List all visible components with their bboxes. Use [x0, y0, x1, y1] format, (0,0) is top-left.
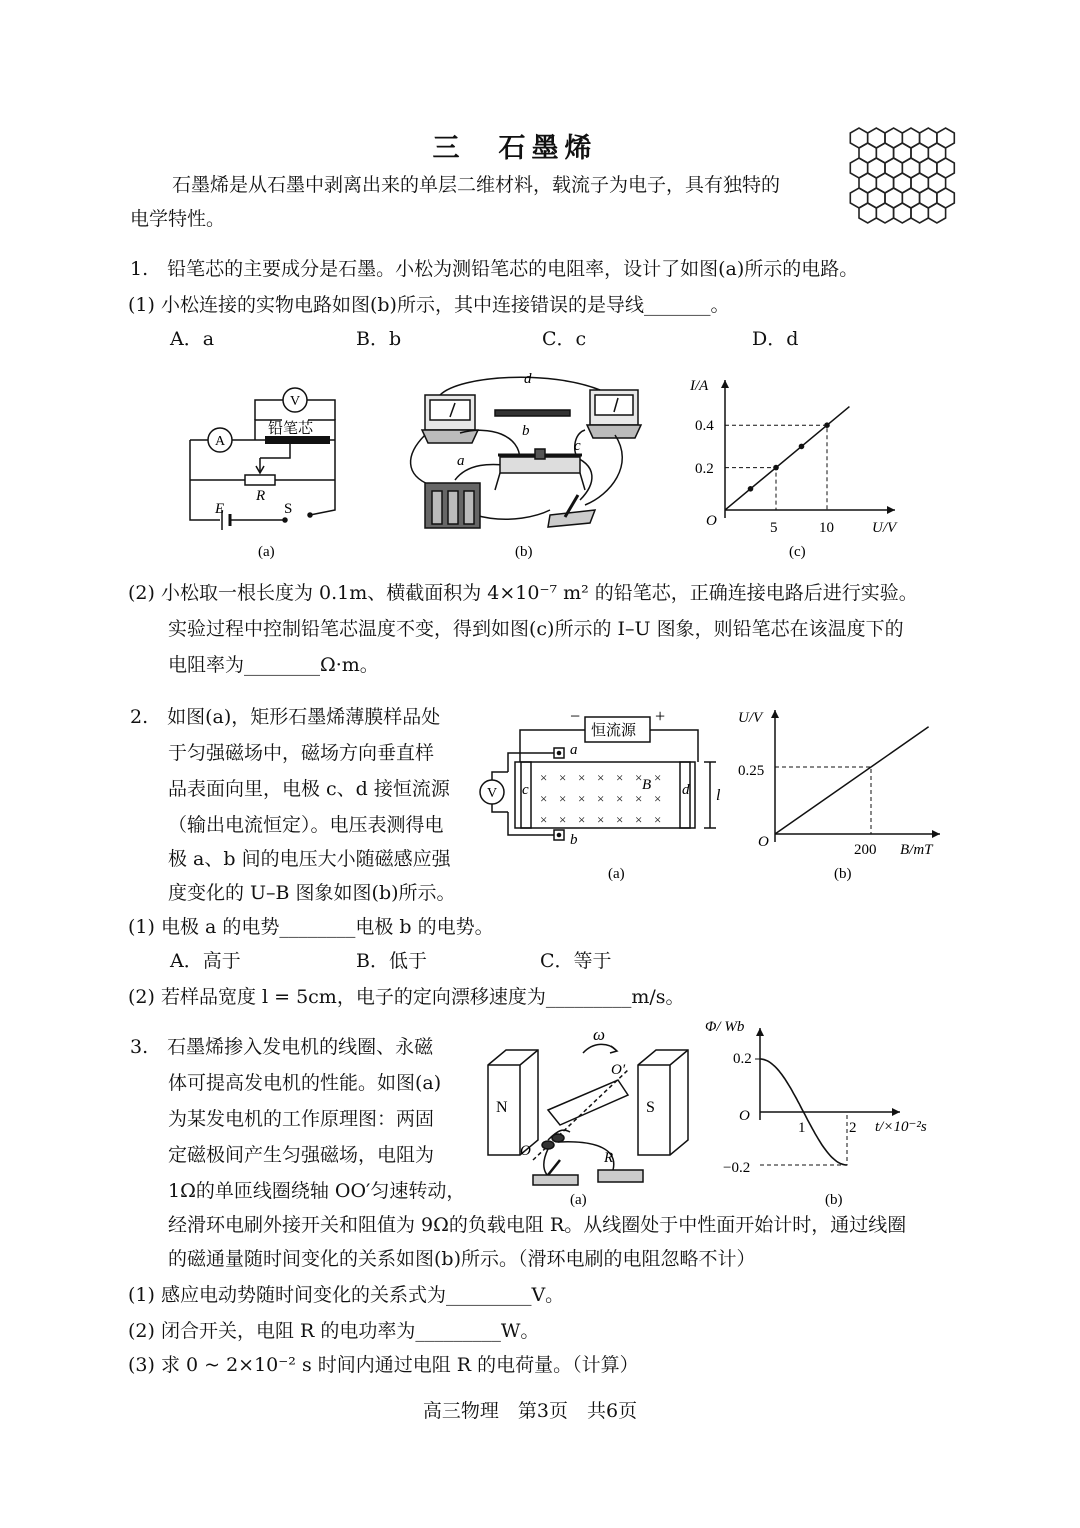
q3-part1: (1) 感应电动势随时间变化的关系式为_________V。	[128, 1284, 565, 1306]
fig-b-xlabel: B/mT	[900, 842, 933, 858]
iu-data-point	[748, 486, 754, 492]
pencil-core-label: 铅笔芯	[268, 421, 314, 437]
rheostat-label: R	[256, 488, 266, 504]
fig-b-caption: (b)	[515, 544, 533, 560]
field-cross: ×	[616, 770, 624, 785]
q3-fig-a-generator	[478, 1020, 698, 1210]
q3-stem-4: 定磁极间产生匀强磁场，电阻为	[168, 1144, 435, 1166]
ub-y-arrow	[771, 710, 779, 718]
wire-a-label: a	[457, 453, 465, 469]
resistor-r-label: R	[604, 1150, 614, 1166]
graphene-lattice-icon	[850, 128, 956, 224]
field-cross: ×	[635, 791, 643, 806]
fig-c-ytick-0.2: 0.2	[695, 461, 714, 477]
hexagon-cell	[894, 203, 911, 223]
iu-y-arrow	[721, 380, 729, 388]
q3-stem-1: 3. 石墨烯掺入发电机的线圈、永磁	[130, 1036, 434, 1058]
switch-label: S	[284, 501, 293, 517]
q3-cont-2: 的磁通量随时间变化的关系如图(b)所示。（滑环电刷的电阻忽略不计）	[168, 1248, 756, 1270]
fig-b-xtick-1: 1	[798, 1120, 806, 1136]
q3-stem-5: 1Ω的单匝线圈绕轴 OO′匀速转动，	[168, 1180, 466, 1202]
q3-stem-2: 体可提高发电机的性能。如图(a)	[168, 1072, 442, 1094]
q1-fig-c-iu-graph	[690, 370, 910, 560]
fig-b-origin: O	[739, 1108, 750, 1124]
plus-terminal: +	[655, 706, 666, 726]
q1-part1: (1) 小松连接的实物电路如图(b)所示，其中连接错误的是导线_______。	[128, 294, 730, 316]
field-cross: ×	[540, 770, 548, 785]
q2-part1: (1) 电极 a 的电势________电极 b 的电势。	[128, 916, 494, 938]
q3-stem-3: 为某发电机的工作原理图：两固	[168, 1108, 435, 1130]
field-cross: ×	[597, 791, 605, 806]
ub-x-arrow	[932, 830, 940, 838]
intro-line-2: 电学特性。	[130, 208, 226, 230]
magnet-n-label: N	[496, 1099, 508, 1116]
fig-c-origin: O	[706, 513, 717, 529]
q2-part2: (2) 若样品宽度 l = 5cm，电子的定向漂移速度为_________m/s。	[128, 986, 685, 1008]
hexagon-cell	[928, 203, 945, 223]
field-cross: ×	[578, 812, 586, 827]
q3-fig-b-flux-graph	[705, 1016, 955, 1212]
current-source-label: 恒流源	[591, 723, 637, 739]
field-cross: ×	[540, 812, 548, 827]
q2-stem-5: 极 a、b 间的电压大小随磁感应强	[168, 848, 451, 870]
q2-option-a[interactable]: A．高于	[170, 950, 241, 972]
field-cross: ×	[597, 770, 605, 785]
field-cross: ×	[635, 812, 643, 827]
fig-a-caption: (a)	[608, 866, 625, 882]
fig-a-caption: (a)	[570, 1192, 587, 1208]
q1-option-b[interactable]: B．b	[356, 328, 402, 350]
q1-part2-line1: (2) 小松取一根长度为 0.1m、横截面积为 4×10⁻⁷ m² 的铅笔芯，正确连接电路后进行实验。	[128, 582, 918, 604]
field-cross: ×	[616, 791, 624, 806]
electrode-c-label: c	[522, 782, 529, 798]
q2-fig-a-hall-sample	[470, 702, 730, 887]
q2-stem-1: 2. 如图(a)，矩形石墨烯薄膜样品处	[130, 706, 441, 728]
field-cross: ×	[635, 770, 643, 785]
field-cross: ×	[597, 812, 605, 827]
q2-stem-3: 品表面向里，电极 c、d 接恒流源	[168, 778, 450, 800]
field-b-label: B	[642, 777, 652, 793]
q2-stem-6: 度变化的 U–B 图象如图(b)所示。	[168, 882, 456, 904]
intro-line-1: 石墨烯是从石墨中剥离出来的单层二维材料，载流子为电子，具有独特的	[172, 174, 781, 196]
wire-b-label: b	[522, 423, 530, 439]
axis-o-label: O	[520, 1143, 531, 1159]
width-l-label: l	[716, 787, 721, 804]
omega-label: ω	[593, 1025, 606, 1044]
field-cross: ×	[654, 791, 662, 806]
axis-oprime-label: O′	[611, 1062, 626, 1078]
q1-option-d[interactable]: D．d	[752, 328, 799, 350]
field-cross: ×	[578, 791, 586, 806]
emf-label: E	[215, 501, 225, 517]
q3-cont-1: 经滑环电刷外接开关和阻值为 9Ω的负载电阻 R。从线圈处于中性面开始计时，通过线圈	[168, 1214, 907, 1236]
field-cross: ×	[559, 812, 567, 827]
field-cross: ×	[616, 812, 624, 827]
q1-part2-line2: 实验过程中控制铅笔芯温度不变，得到如图(c)所示的 I–U 图象，则铅笔芯在该温度下的	[168, 618, 904, 640]
hexagon-cell	[876, 203, 893, 223]
section-title: 三 石墨烯	[432, 133, 598, 164]
page-footer: 高三物理 第3页 共6页	[422, 1400, 638, 1422]
fig-c-xtick-5: 5	[770, 520, 778, 536]
fig-b-ylabel: U/V	[738, 710, 763, 726]
fig-b-origin: O	[758, 834, 769, 850]
field-cross: ×	[578, 770, 586, 785]
fig-c-xlabel: U/V	[872, 520, 897, 536]
flux-y-arrow	[756, 1028, 764, 1036]
q2-stem-4: （输出电流恒定）。电压表测得电	[168, 814, 444, 836]
fig-c-ytick-0.4: 0.4	[695, 418, 714, 434]
fig-b-xtick: 200	[854, 842, 877, 858]
fig-b-ytick-pos: 0.2	[733, 1051, 752, 1067]
ub-line	[775, 727, 929, 834]
field-cross: ×	[559, 770, 567, 785]
iu-line	[725, 407, 849, 510]
field-cross: ×	[540, 791, 548, 806]
q2-option-b[interactable]: B．低于	[356, 950, 427, 972]
field-cross: ×	[654, 812, 662, 827]
wire-d-label: d	[524, 371, 532, 387]
field-cross: ×	[559, 791, 567, 806]
q3-part2: (2) 闭合开关，电阻 R 的电功率为_________W。	[128, 1320, 540, 1342]
fig-b-ytick-neg: −0.2	[723, 1160, 751, 1176]
q1-fig-a-circuit	[180, 380, 350, 560]
q1-stem: 1. 铅笔芯的主要成分是石墨。小松为测铅笔芯的电阻率，设计了如图(a)所示的电路。	[130, 258, 859, 280]
fig-b-xlabel: t/×10⁻²s	[875, 1119, 927, 1135]
voltmeter-label: V	[487, 786, 498, 801]
fig-b-caption: (b)	[834, 866, 852, 882]
q2-option-c[interactable]: C．等于	[540, 950, 612, 972]
q2-stem-2: 于匀强磁场中，磁场方向垂直样	[168, 742, 435, 764]
electrode-d-label: d	[682, 782, 690, 798]
fig-c-xtick-10: 10	[819, 520, 834, 536]
q3-part3: (3) 求 0 ~ 2×10⁻² s 时间内通过电阻 R 的电荷量。（计算）	[128, 1354, 639, 1376]
flux-x-arrow	[892, 1108, 900, 1116]
minus-terminal: −	[570, 706, 581, 726]
voltmeter-label: V	[289, 394, 301, 409]
q1-option-c[interactable]: C．c	[542, 328, 587, 350]
iu-data-point	[773, 465, 779, 471]
q1-part2-line3: 电阻率为________Ω·m。	[168, 654, 379, 676]
iu-data-point	[799, 444, 805, 450]
wire-c-label: c	[574, 438, 581, 454]
fig-b-ylabel: Φ/ Wb	[705, 1019, 745, 1035]
fig-c-caption: (c)	[789, 544, 806, 560]
electrode-b-label: b	[570, 832, 578, 848]
field-cross: ×	[654, 770, 662, 785]
fig-b-xtick-2: 2	[849, 1120, 857, 1136]
hexagon-cell	[911, 203, 928, 223]
iu-data-point	[824, 422, 830, 428]
fig-a-caption: (a)	[258, 544, 275, 560]
magnet-s-label: S	[646, 1099, 655, 1116]
fig-b-caption: (b)	[825, 1192, 843, 1208]
q1-fig-b-photo-circuit	[400, 365, 650, 560]
fig-c-ylabel: I/A	[690, 378, 709, 394]
hexagon-cell	[859, 203, 876, 223]
electrode-a-label: a	[570, 742, 578, 758]
iu-x-arrow	[887, 506, 895, 514]
q1-option-a[interactable]: A．a	[170, 328, 215, 350]
q2-fig-b-ub-graph	[730, 702, 950, 887]
fig-b-ytick: 0.25	[738, 763, 765, 779]
ammeter-label: A	[214, 434, 226, 449]
